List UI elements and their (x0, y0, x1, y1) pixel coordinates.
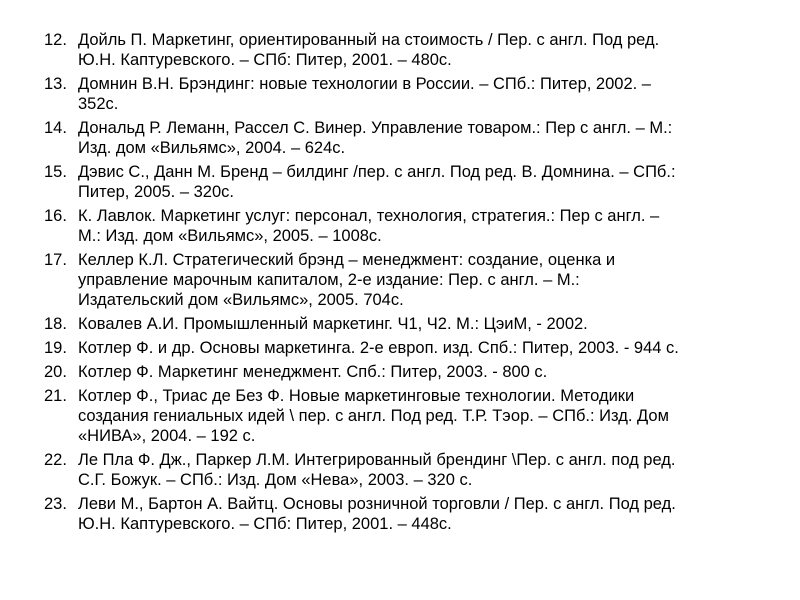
reference-line: управление марочным капиталом, 2-е издание: Пер. с англ. – М.: (78, 271, 580, 289)
reference-line: К. Лавлок. Маркетинг услуг: персонал, технология, стратегия.: Пер с англ. – (78, 207, 660, 225)
reference-text (78, 30, 764, 70)
reference-number: 16. (44, 207, 67, 225)
reference-text (78, 250, 764, 310)
reference-number: 13. (44, 75, 67, 93)
reference-text (78, 74, 764, 114)
reference-line: Котлер Ф. и др. Основы маркетинга. 2-е европ. изд. Спб.: Питер, 2003. - 944 с. (78, 339, 679, 357)
reference-line: Дэвис С., Данн М. Бренд – билдинг /пер. с англ. Под ред. В. Домнина. – СПб.: (78, 163, 676, 181)
reference-line: «НИВА», 2004. – 192 с. (78, 427, 256, 445)
reference-text (78, 162, 764, 202)
reference-item (44, 450, 764, 490)
reference-line: С.Г. Божук. – СПб.: Изд. Дом «Нева», 2003. – 320 с. (78, 471, 473, 489)
reference-number: 12. (44, 31, 67, 49)
reference-item (44, 74, 764, 114)
reference-line: создания гениальных идей \ пер. с англ. Под ред. Т.Р. Тэор. – СПб.: Изд. Дом (78, 407, 669, 425)
reference-line: Домнин В.Н. Брэндинг: новые технологии в России. – СПб.: Питер, 2002. – (78, 75, 651, 93)
reference-line: Питер, 2005. – 320с. (78, 183, 234, 201)
reference-text (78, 362, 764, 382)
reference-line: Леви М., Бартон А. Вайтц. Основы розничной торговли / Пер. с англ. Под ред. (78, 495, 676, 513)
reference-line: Дойль П. Маркетинг, ориентированный на стоимость / Пер. с англ. Под ред. (78, 31, 660, 49)
reference-item (44, 162, 764, 202)
reference-line: Ле Пла Ф. Дж., Паркер Л.М. Интегрированный брендинг \Пер. с англ. под ред. (78, 451, 676, 469)
reference-number: 21. (44, 387, 67, 405)
reference-number: 23. (44, 495, 67, 513)
reference-item (44, 118, 764, 158)
reference-item (44, 362, 764, 382)
reference-text (78, 494, 764, 534)
reference-line: Дональд Р. Леманн, Рассел С. Винер. Управление товаром.: Пер с англ. – М.: (78, 119, 673, 137)
reference-line: М.: Изд. дом «Вильямс», 2005. – 1008с. (78, 227, 382, 245)
reference-number: 22. (44, 451, 67, 469)
reference-item (44, 338, 764, 358)
reference-text (78, 386, 764, 446)
reference-line: Издательский дом «Вильямс», 2005. 704с. (78, 291, 404, 309)
reference-number: 20. (44, 363, 67, 381)
reference-number: 14. (44, 119, 67, 137)
reference-line: Котлер Ф. Маркетинг менеджмент. Спб.: Питер, 2003. - 800 с. (78, 363, 548, 381)
reference-text (78, 314, 764, 334)
reference-line: Ковалев А.И. Промышленный маркетинг. Ч1, Ч2. М.: ЦэиМ, - 2002. (78, 315, 588, 333)
reference-text (78, 206, 764, 246)
reference-number: 18. (44, 315, 67, 333)
reference-item (44, 386, 764, 446)
reference-text (78, 338, 764, 358)
reference-item (44, 494, 764, 534)
reference-item (44, 30, 764, 70)
reference-line: Ю.Н. Каптуревского. – СПб: Питер, 2001. – 480с. (78, 51, 452, 69)
reference-number: 17. (44, 251, 67, 269)
reference-text (78, 450, 764, 490)
reference-line: Котлер Ф., Триас де Без Ф. Новые маркетинговые технологии. Методики (78, 387, 635, 405)
reference-line: Келлер К.Л. Стратегический брэнд – менеджмент: создание, оценка и (78, 251, 616, 269)
reference-line: Изд. дом «Вильямс», 2004. – 624с. (78, 139, 346, 157)
reference-number: 19. (44, 339, 67, 357)
reference-list (44, 30, 764, 538)
reference-number: 15. (44, 163, 67, 181)
reference-line: Ю.Н. Каптуревского. – СПб: Питер, 2001. – 448с. (78, 515, 452, 533)
reference-line: 352с. (78, 95, 119, 113)
reference-item (44, 314, 764, 334)
reference-text (78, 118, 764, 158)
reference-item (44, 250, 764, 310)
reference-item (44, 206, 764, 246)
